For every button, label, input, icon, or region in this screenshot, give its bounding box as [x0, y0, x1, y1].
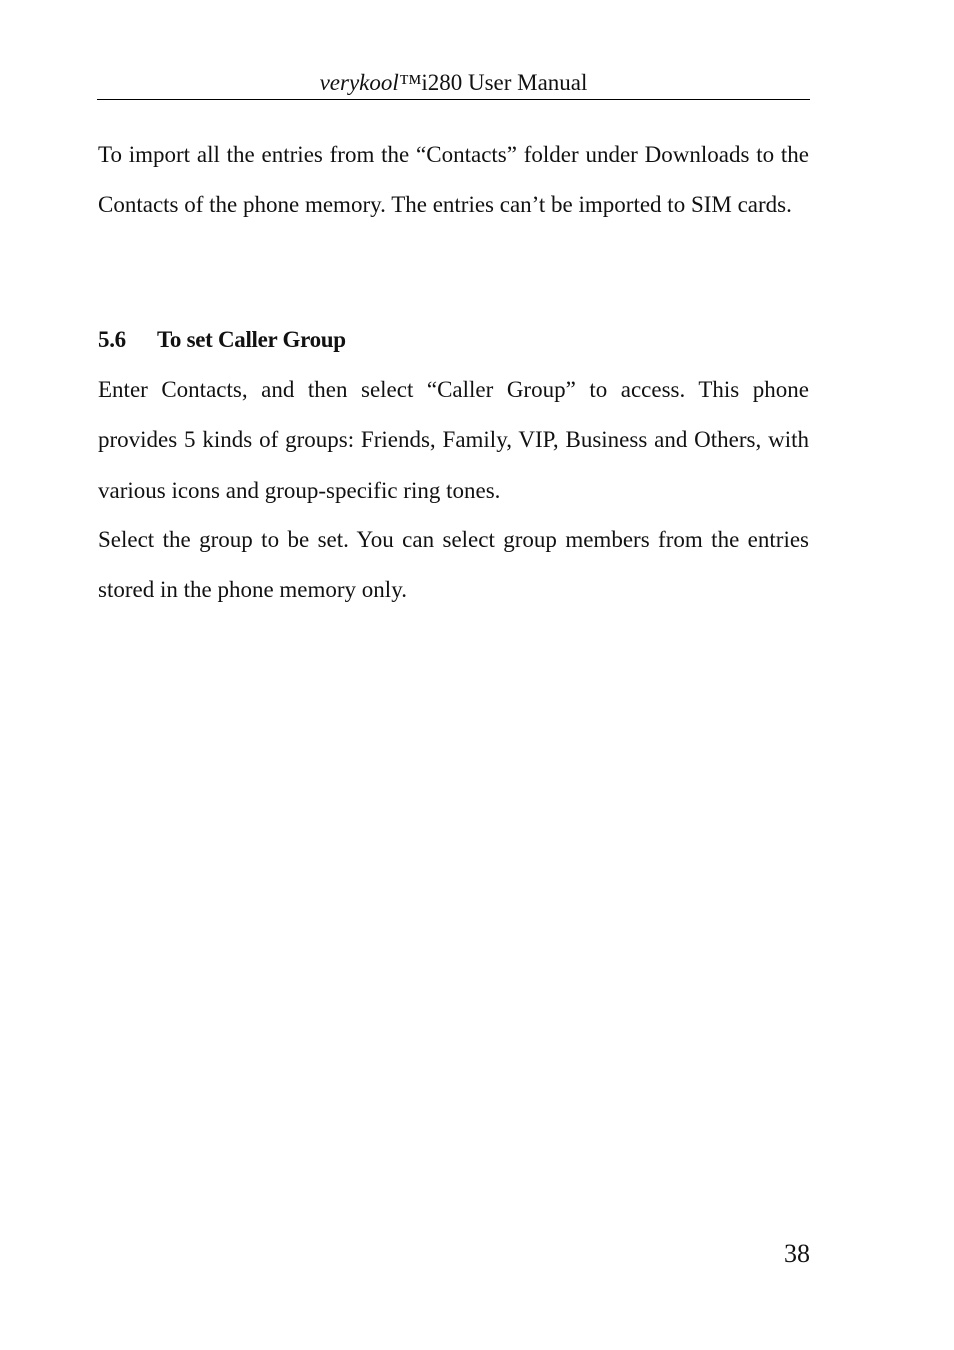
header-brand: verykool™ — [319, 70, 422, 95]
page-number: 38 — [784, 1239, 810, 1268]
section-number: 5.6 — [98, 327, 126, 352]
header-title: i280 User Manual — [421, 70, 588, 95]
running-header — [97, 66, 810, 100]
section-title: To set Caller Group — [157, 327, 346, 352]
paragraph-caller-group-intro: Enter Contacts, and then select “Caller Group” to access. This phone provides 5 kinds of groups: Friends, Family, VIP, Business and Others, with various icons and group-specific ring tones. — [98, 377, 809, 503]
paragraph-import-contacts: To import all the entries from the “Contacts” folder under Downloads to the Contacts of the phone memory. The entries can’t be imported to SIM cards. — [98, 142, 809, 218]
section-heading — [98, 322, 809, 358]
paragraph-select-group: Select the group to be set. You can select group members from the entries stored in the phone memory only. — [98, 527, 809, 603]
